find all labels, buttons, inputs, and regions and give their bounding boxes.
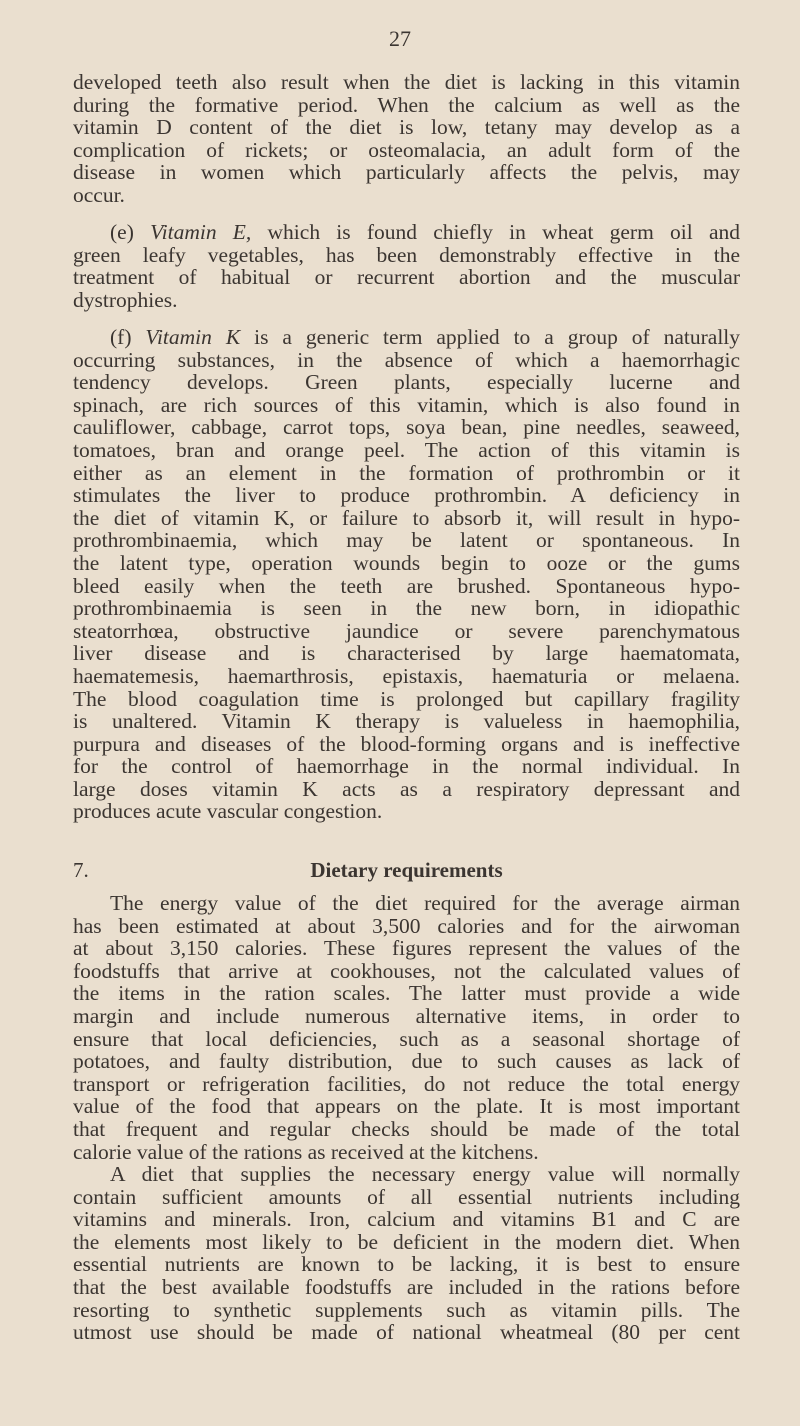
- paragraph-vitamin-k: [73, 326, 740, 823]
- paragraph-energy-value: [73, 892, 740, 1163]
- text-line: spinach, are rich sources of this vitamin, which is also found in: [73, 392, 740, 417]
- text-line: A diet that supplies the necessary energy value will normally: [110, 1162, 740, 1186]
- text-line: the elements most likely to be deficient in the modern diet. When: [73, 1229, 740, 1254]
- paragraph-first-line: [73, 221, 740, 244]
- paragraph-first-line: [73, 326, 740, 349]
- text-line: produces acute vascular congestion.: [73, 799, 383, 824]
- text-line: contain sufficient amounts of all essential nutrients including: [73, 1184, 740, 1209]
- paragraph-diet-nutrients: [73, 1163, 740, 1344]
- text-line: bleed easily when the teeth are brushed. Spontaneous hypo-: [73, 573, 740, 598]
- text-line: the items in the ration scales. The latter must provide a wide: [73, 981, 740, 1006]
- item-term: Vitamin K: [145, 325, 241, 349]
- text-line: that the best available foodstuffs are included in the rations before: [73, 1274, 740, 1299]
- text-line: value of the food that appears on the plate. It is most important: [73, 1094, 740, 1119]
- text-line: that frequent and regular checks should be made of the total: [73, 1116, 740, 1141]
- section-title: Dietary requirements: [310, 858, 503, 882]
- text-line: foodstuffs that arrive at cookhouses, not the calculated values of: [73, 958, 740, 983]
- text-line: developed teeth also result when the diet is lacking in this vitamin: [73, 70, 740, 94]
- text-line: potatoes, and faulty distribution, due to such causes as lack of: [73, 1049, 740, 1074]
- text-line: vitamin D content of the diet is low, tetany may develop as a: [73, 115, 740, 140]
- text-line: vitamins and minerals. Iron, calcium and vitamins B1 and C are: [73, 1207, 740, 1232]
- item-label: (e): [110, 220, 134, 244]
- text-line: cauliflower, cabbage, carrot tops, soya bean, pine needles, seaweed,: [73, 415, 740, 440]
- text-line: treatment of habitual or recurrent abortion and the muscular: [73, 265, 740, 290]
- text-line: calorie value of the rations as received at the kitchens.: [73, 1139, 539, 1164]
- text-line: occurring substances, in the absence of which a haemorrhagic: [73, 347, 740, 372]
- text-line: The blood coagulation time is prolonged but capillary fragility: [73, 686, 740, 711]
- text-line: complication of rickets; or osteomalacia, an adult form of the: [73, 137, 740, 162]
- text-line: has been estimated at about 3,500 calories and for the airwoman: [73, 913, 740, 938]
- text-line: purpura and diseases of the blood-forming organs and is ineffective: [73, 731, 740, 756]
- text-line: dystrophies.: [73, 287, 178, 312]
- text-line: margin and include numerous alternative items, in order to: [73, 1003, 740, 1028]
- text-line: tendency develops. Green plants, especially lucerne and: [73, 370, 740, 395]
- section-heading: [73, 858, 740, 882]
- text-line: either as an element in the formation of prothrombin or it: [73, 460, 740, 485]
- paragraph-vitamin-e: [73, 221, 740, 311]
- text-line: prothrombinaemia is seen in the new born, in idiopathic: [73, 596, 740, 621]
- line-text: is a generic term applied to a group of naturally: [254, 325, 741, 349]
- text-line: liver disease and is characterised by large haematomata,: [73, 641, 740, 666]
- text-line: the latent type, operation wounds begin to ooze or the gums: [73, 550, 740, 575]
- text-line: ensure that local deficiencies, such as a seasonal shortage of: [73, 1026, 740, 1051]
- text-line: utmost use should be made of national wheatmeal (80 per cent: [73, 1320, 740, 1345]
- line-text: which is found chiefly in wheat germ oil and: [267, 220, 740, 244]
- paragraph-vitamin-d: [73, 71, 740, 207]
- text-line: resorting to synthetic supplements such as vitamin pills. The: [73, 1297, 740, 1322]
- text-line: is unaltered. Vitamin K therapy is valueless in haemophilia,: [73, 709, 740, 734]
- text-line: for the control of haemorrhage in the normal individual. In: [73, 754, 740, 779]
- text-line: during the formative period. When the calcium as well as the: [73, 92, 740, 117]
- text-line: stimulates the liver to produce prothrombin. A deficiency in: [73, 483, 740, 508]
- text-line: steatorrhœa, obstructive jaundice or severe parenchymatous: [73, 618, 740, 643]
- text-line: green leafy vegetables, has been demonstrably effective in the: [73, 242, 740, 267]
- item-label: (f): [110, 325, 132, 349]
- text-line: The energy value of the diet required for the average airman: [110, 891, 740, 915]
- text-line: occur.: [73, 182, 125, 207]
- text-line: at about 3,150 calories. These figures represent the values of the: [73, 936, 740, 961]
- text-line: the diet of vitamin K, or failure to absorb it, will result in hypo-: [73, 505, 740, 530]
- text-line: large doses vitamin K acts as a respiratory depressant and: [73, 776, 740, 801]
- item-term: Vitamin E,: [150, 220, 252, 244]
- page-number: 27: [389, 26, 411, 51]
- text-line: essential nutrients are known to be lacking, it is best to ensure: [73, 1252, 740, 1277]
- text-line: haematemesis, haemarthrosis, epistaxis, haematuria or melaena.: [73, 663, 740, 688]
- text-line: prothrombinaemia, which may be latent or spontaneous. In: [73, 528, 740, 553]
- text-line: transport or refrigeration facilities, do not reduce the total energy: [73, 1071, 740, 1096]
- text-line: disease in women which particularly affects the pelvis, may: [73, 160, 740, 185]
- text-line: tomatoes, bran and orange peel. The action of this vitamin is: [73, 437, 740, 462]
- section-number: 7.: [73, 858, 89, 882]
